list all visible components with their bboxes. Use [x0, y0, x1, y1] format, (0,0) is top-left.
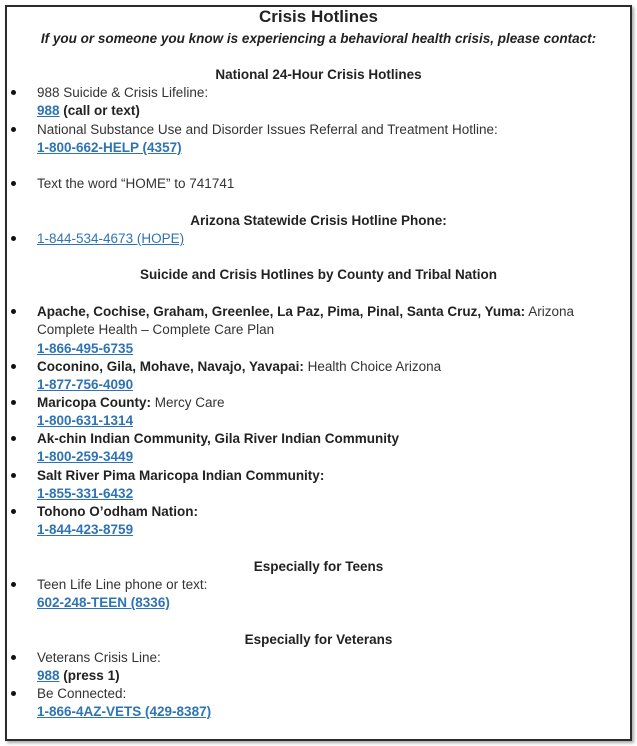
- county-regions: Maricopa County:: [37, 395, 152, 410]
- arizona-number-link[interactable]: 1-844-534-4673 (HOPE): [37, 231, 185, 246]
- bullet: [11, 503, 19, 521]
- bc-label: Be Connected:: [37, 686, 127, 701]
- bullet: [11, 467, 19, 485]
- teens-number-link[interactable]: 602-248-TEEN (8336): [37, 595, 170, 610]
- county-provider: Mercy Care: [154, 395, 225, 410]
- samhsa-label: National Substance Use and Disorder Issues Referral and Treatment Hotline:: [37, 122, 498, 137]
- teens-line: [37, 594, 170, 612]
- national-heading: National 24-Hour Crisis Hotlines: [215, 67, 422, 82]
- vcl-number-link[interactable]: 988: [37, 668, 60, 683]
- bullet: [11, 121, 19, 139]
- teens-label: Teen Life Line phone or text:: [37, 577, 208, 592]
- bullet: [11, 230, 19, 248]
- text-line: Text the word “HOME” to 741741: [37, 176, 235, 191]
- county-regions: Tohono O’odham Nation:: [37, 504, 198, 519]
- bullet: [11, 649, 19, 667]
- county-item: [37, 394, 225, 412]
- bullet: [11, 576, 19, 594]
- vcl-line: [37, 667, 120, 685]
- county-regions: Apache, Cochise, Graham, Greenlee, La Paz, Pima, Pinal, Santa Cruz, Yuma:: [37, 304, 526, 319]
- county-regions: Salt River Pima Maricopa Indian Community:: [37, 468, 325, 483]
- county-number-link[interactable]: 1-844-423-8759: [37, 522, 134, 537]
- teens-heading: Especially for Teens: [253, 559, 384, 574]
- lifeline-note: (call or text): [63, 103, 140, 118]
- county-number-line: [37, 412, 133, 430]
- arizona-line: [37, 230, 184, 248]
- county-number-link[interactable]: 1-877-756-4090: [37, 377, 134, 392]
- bullet: [11, 394, 19, 412]
- arizona-heading: Arizona Statewide Crisis Hotline Phone:: [190, 213, 447, 228]
- county-number-link[interactable]: 1-866-495-6735: [37, 341, 134, 356]
- county-number-line: [37, 485, 133, 503]
- county-number-line: [37, 340, 133, 358]
- county-regions: Ak-chin Indian Community, Gila River Indian Community: [37, 431, 400, 446]
- county-item: [37, 430, 399, 448]
- samhsa-number-link[interactable]: 1-800-662-HELP (4357): [37, 140, 182, 155]
- veterans-heading: Especially for Veterans: [244, 632, 393, 647]
- county-number-line: [37, 448, 133, 466]
- bullet: [11, 430, 19, 448]
- county-provider-line2: Complete Health – Complete Care Plan: [37, 322, 275, 337]
- lifeline-line: [37, 102, 140, 120]
- lifeline-label: 988 Suicide & Crisis Lifeline:: [37, 85, 209, 100]
- county-heading: Suicide and Crisis Hotlines by County and Tribal Nation: [139, 267, 498, 282]
- bullet: [11, 175, 19, 193]
- county-item: [37, 467, 324, 485]
- vcl-note: (press 1): [63, 668, 120, 683]
- bullet: [11, 358, 19, 376]
- samhsa-line: [37, 139, 182, 157]
- county-provider: Health Choice Arizona: [307, 359, 442, 374]
- county-number-line: [37, 376, 133, 394]
- intro-text: If you or someone you know is experiencing a behavioral health crisis, please contact:: [40, 31, 597, 46]
- bc-line: [37, 703, 211, 721]
- county-regions: Coconino, Gila, Mohave, Navajo, Yavapai:: [37, 359, 304, 374]
- county-item: [37, 358, 441, 376]
- county-item: [37, 303, 574, 321]
- vcl-label: Veterans Crisis Line:: [37, 650, 161, 665]
- county-number-link[interactable]: 1-800-259-3449: [37, 449, 134, 464]
- bc-number-link[interactable]: 1-866-4AZ-VETS (429-8387): [37, 704, 212, 719]
- county-provider: Arizona: [528, 304, 574, 319]
- county-item: [37, 503, 198, 521]
- lifeline-number-link[interactable]: 988: [37, 103, 60, 118]
- bullet: [11, 84, 19, 102]
- county-number-link[interactable]: 1-800-631-1314: [37, 413, 134, 428]
- page-title: Crisis Hotlines: [258, 7, 379, 26]
- county-number-line: [37, 521, 133, 539]
- county-number-link[interactable]: 1-855-331-6432: [37, 486, 134, 501]
- bullet: [11, 303, 19, 321]
- bullet: [11, 685, 19, 703]
